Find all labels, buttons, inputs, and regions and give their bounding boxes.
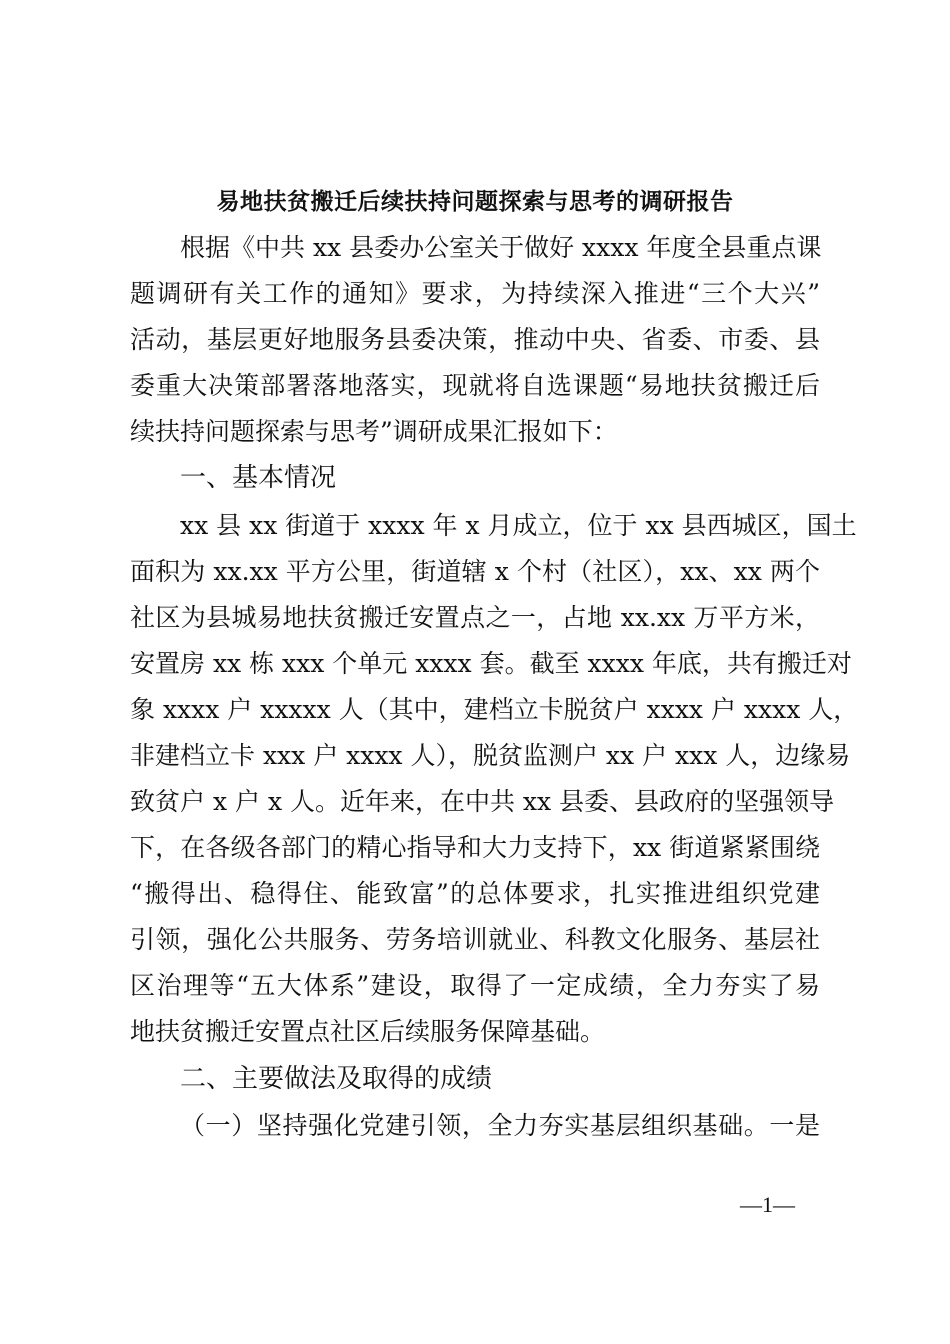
paragraph-line: 致贫户 x 户 x 人。近年来，在中共 xx 县委、县政府的坚强领导 [130, 787, 835, 816]
paragraph-line: 委重大决策部署落地落实，现就将自选课题“易地扶贫搬迁后 [130, 371, 820, 400]
paragraph-line: 续扶持问题探索与思考”调研成果汇报如下： [130, 417, 618, 446]
paragraph-line: xx 县 xx 街道于 xxxx 年 x 月成立，位于 xx 县西城区，国土 [180, 511, 857, 540]
paragraph-line: 区治理等“五大体系”建设，取得了一定成绩，全力夯实了易 [130, 971, 820, 1000]
paragraph-line: 象 xxxx 户 xxxxx 人（其中，建档立卡脱贫户 xxxx 户 xxxx 人， [130, 695, 859, 724]
paragraph-line: 面积为 xx.xx 平方公里，街道辖 x 个村（社区），xx、xx 两个 [130, 557, 820, 586]
paragraph-line: 题调研有关工作的通知》要求，为持续深入推进“三个大兴” [130, 279, 820, 308]
paragraph-line: 非建档立卡 xxx 户 xxxx 人），脱贫监测户 xx 户 xxx 人，边缘易 [130, 741, 851, 770]
page-number: —1— [740, 1192, 795, 1217]
paragraph-line: （一）坚持强化党建引领，全力夯实基层组织基础。一是 [180, 1111, 820, 1140]
paragraph-line: 引领，强化公共服务、劳务培训就业、科教文化服务、基层社 [130, 925, 820, 954]
paragraph-line: 根据《中共 xx 县委办公室关于做好 xxxx 年度全县重点课 [180, 233, 822, 262]
document-title: 易地扶贫搬迁后续扶持问题探索与思考的调研报告 [216, 188, 734, 215]
paragraph-line: “搬得出、稳得住、能致富”的总体要求，扎实推进组织党建 [130, 879, 820, 908]
section-heading: 二、主要做法及取得的成绩 [180, 1064, 493, 1094]
paragraph-line: 安置房 xx 栋 xxx 个单元 xxxx 套。截至 xxxx 年底，共有搬迁对 [130, 649, 852, 678]
paragraph-line: 活动，基层更好地服务县委决策，推动中央、省委、市委、县 [130, 325, 820, 354]
paragraph-line: 地扶贫搬迁安置点社区后续服务保障基础。 [130, 1017, 606, 1046]
paragraph-line: 下，在各级各部门的精心指导和大力支持下，xx 街道紧紧围绕 [130, 833, 820, 862]
section-heading: 一、基本情况 [180, 463, 337, 493]
paragraph-line: 社区为县城易地扶贫搬迁安置点之一，占地 xx.xx 万平方米， [130, 603, 820, 632]
